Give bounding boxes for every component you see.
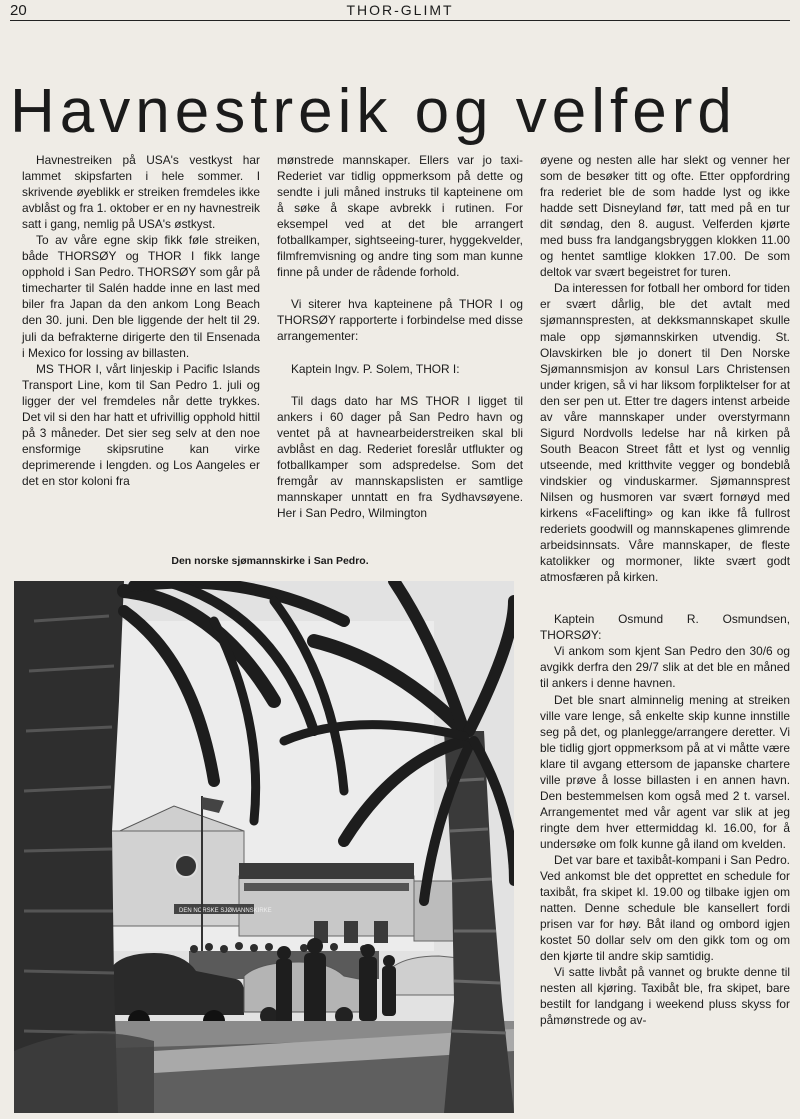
running-head: THOR-GLIMT xyxy=(346,2,454,18)
paragraph: Vi siterer hva kapteinene på THOR I og THORSØY rapporterte i forbindelse med disse arrangementer: xyxy=(277,297,523,344)
church-photo xyxy=(14,581,514,1113)
paragraph: MS THOR I, vårt linjeskip i Pacific Islands Transport Line, kom til San Pedro 1. juli og ligger der vel fremdeles når dette trykkes. Det vil si den har hatt et ufrivillig opphold hittil på 3 måneder. Det sier seg selv at den noe ensformige skipsrutine kan virke deprimerende i lengden. og Los Aangeles er det en stor koloni fra xyxy=(22,361,260,488)
article-title: Havnestreik og velferd xyxy=(10,76,737,146)
paragraph: Til dags dato har MS THOR I ligget til ankers i 60 dager på San Pedro havn og ventet på at havnearbeiderstreiken skal bli avblåst en dag. Rederiet foreslår utflukter og fotballkamper som adspredelse. Som det fremgår av mannskapslisten er samtlige mannskaper unntatt en fra Sydhavsøyene. Her i San Pedro, Wilmington xyxy=(277,393,523,520)
photo-caption: Den norske sjømannskirke i San Pedro. xyxy=(171,555,369,567)
paragraph: Vi ankom som kjent San Pedro den 30/6 og avgikk derfra den 29/7 slik at det ble en måned til ankers i denne havnen. xyxy=(540,644,790,691)
paragraph: Da interessen for fotball her ombord for tiden er svært dårlig, ble det avtalt med sjømannspresten, at dekksmannskapet skulle male opp sjømannskirken utvendig. St. Olavskirken ble jo donert til Den Norske Sjømannsmisjon av konsul Lars Christensen under krigen, så vi har liksom forpliktelser for at den ser pen ut. Etter tre dagers intenst arbeide av våre mannskaper under overstyrmann Sigurd Nordvolls ledelse har nå kirken på South Beacon Street fått et lyst og vennlig utseende, med kritthvite vegger og bondeblå vindskier og vinduskarmer. Sjømannsprest Nilsen og husmoren var svært fornøyd med kirkens «Facelifting» og kan ikke få fullrost rederiets goodwill og mannskapenes glimrende arbeidsinnsats. Våre mannskaper, de fleste katolikker og mormoner, likte svært godt atmosfæren på kirken. xyxy=(540,281,790,585)
paragraph: Det var bare et taxibåt-kompani i San Pedro. Ved ankomst ble det opprettet en schedule for taxibåt, fra skipet kl. 19.00 og tilbake igjen om natten. Denne schedule ble kansellert fordi prisen var for høy. Båt iland og ombord igjen kostet 50 dollar selv om den gikk tom og om den kjørte til andre skip samtidig. xyxy=(540,852,790,964)
paragraph: Havnestreiken på USA's vestkyst har lammet skipsfarten i hele sommer. I skrivende øyeblikk er streiken fremdeles ikke avblåst og fra 1. oktober er en ny havnestreik satt i gang, nemlig på USA's østkyst. xyxy=(22,153,260,232)
paragraph: Det ble snart alminnelig mening at streiken ville vare lenge, så enkelte skip kunne innstille seg på det, og planlegge/arrangere deretter. Vi ble tidlig gjort oppmerksom på at vi måtte være klare til avgang ettersom de japanske chartere ville prøve å losse billasten i en annen havn. Den bestemmelsen kom også med 2 t. varsel. Arrangementet med vår agent var slik at jeg ringte dem hver ettermiddag kl. 16.00, for å undersøke om folk kunne gå iland om kvelden. xyxy=(540,692,790,851)
church-photo-illustration xyxy=(14,581,514,1113)
paragraph: To av våre egne skip fikk føle streiken, både THORSØY og THOR I fikk lange opphold i San Pedro. THORSØY som går på timecharter til Salén hadde inne en last med biler fra Japan da den ankom Long Beach den 30. juni. Den ble liggende der helt til 29. juli da befrakterne dirigerte den til Ensenada i Mexico for lossing av billasten. xyxy=(22,233,260,360)
paragraph: mønstrede mannskaper. Ellers var jo taxi- Rederiet var tidlig oppmerksom på dette og sendte i juli måned instruks til kapteinene om å søke å skape avbrekk i rutinen. For eksempel ved at det ble arrangert fotballkamper, sightseeing-turer, hyggekvelder, filmfremvisning og andre ting som man kunne finne på under de rådende forhold. xyxy=(277,153,523,280)
report-heading-thorsoy: Kaptein Osmund R. Osmundsen, THORSØY: xyxy=(540,612,790,643)
report-heading-thor-i: Kaptein Ingv. P. Solem, THOR I: xyxy=(291,361,460,376)
paragraph: Vi satte livbåt på vannet og brukte denne til nesten all kjøring. Taxibåt ble, fra skipet, bare bestilt for landgang i weekend pluss skyss for påmønstrede og av- xyxy=(540,965,790,1028)
church-sign: DEN NORSKE SJØMANNSKIRKE xyxy=(179,908,272,914)
article-column-2 xyxy=(277,152,523,521)
article-column-3 xyxy=(540,152,790,1028)
page-number: 20 xyxy=(10,2,27,19)
header-rule xyxy=(10,20,790,21)
paragraph: øyene og nesten alle har slekt og venner her som de besøker titt og ofte. Etter oppfordring fra rederiet ble de som hadde lyst og ikke hadde sett Disneyland før, tatt med på en tur dit søndag, den 8. august. Velferden kjørte med buss fra landgangsbryggen klokken 11.00 og hentet samtlige klokken 17.00. De som deltok var svært begeistret for turen. xyxy=(540,153,790,280)
article-column-1 xyxy=(22,152,260,489)
